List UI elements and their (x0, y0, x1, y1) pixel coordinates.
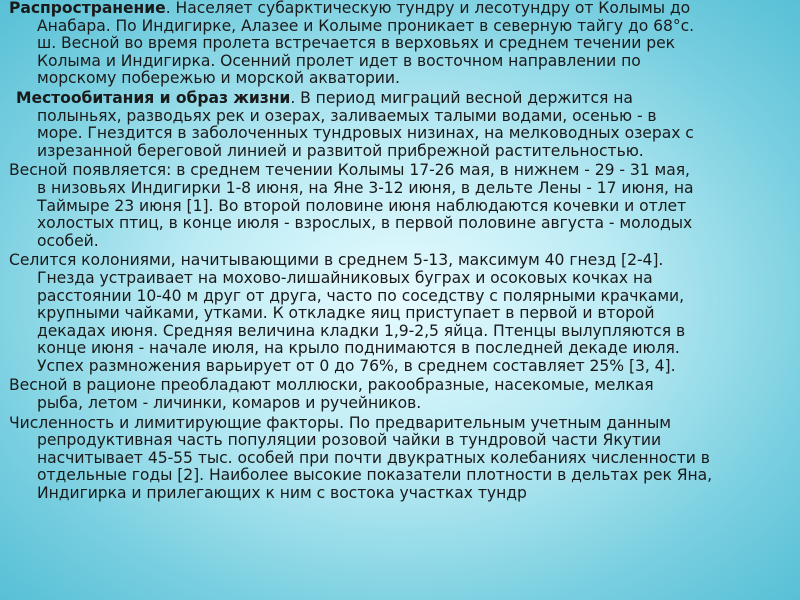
text-line: Численность и лимитирующие факторы. По предварительным учетным данным (9, 413, 671, 432)
text-line: насчитывает 45-55 тыс. особей при почти двукратных колебаниях численности в (37, 448, 710, 467)
paragraph-colonies (9, 252, 799, 375)
paragraph-distribution (9, 0, 799, 88)
text-line: полыньях, разводьях рек и озерах, заливаемых талыми водами, осенью - в (37, 106, 657, 125)
text-line: ш. Весной во время пролета встречается в верховьях и среднем течении рек (37, 34, 676, 53)
text-line: отдельные годы [2]. Наиболее высокие показатели плотности в дельтах рек Яна, (37, 466, 713, 485)
text-line: крупными чайками, утками. К откладке яиц приступает в первой и второй (37, 304, 655, 323)
text-fragment: . В период миграций весной держится на (290, 88, 633, 107)
text-line: расстоянии 10-40 м друг от друга, часто по соседству с полярными крачками, (37, 286, 685, 305)
text-line: Успех размножения варьирует от 0 до 76%, в среднем составляет 25% [3, 4]. (37, 356, 676, 375)
text-line: Селится колониями, начитывающими в среднем 5-13, максимум 40 гнезд [2-4]. (9, 251, 664, 270)
text-line: Гнезда устраивает на мохово-лишайниковых буграх и осоковых кочках на (37, 268, 653, 287)
paragraph-population (9, 415, 799, 503)
text-fragment: . Населяет субарктическую тундру и лесотундру от Колымы до (165, 0, 691, 17)
text-line: Весной появляется: в среднем течении Колымы 17-26 мая, в нижнем - 29 - 31 мая, (9, 161, 690, 180)
text-line: Весной в рационе преобладают моллюски, ракообразные, насекомые, мелкая (9, 376, 654, 395)
text-line: рыба, летом - личинки, комаров и ручейников. (37, 394, 422, 413)
text-line: в низовьях Индигирки 1-8 июня, на Яне 3-12 июня, в дельте Лены - 17 июня, на (37, 178, 694, 197)
text-line: Анабара. По Индигирке, Алазее и Колыме проникает в северную тайгу до 68°с. (37, 16, 695, 35)
text-line: изрезанной береговой линией и развитой прибрежной растительностью. (37, 141, 644, 160)
text-line: декадах июня. Средняя величина кладки 1,9-2,5 яйца. Птенцы вылупляются в (37, 321, 686, 340)
text-line: Индигирка и прилегающих к ним с востока участках тундр (37, 484, 527, 503)
text-line: особей. (37, 231, 99, 250)
text-line: репродуктивная часть популяции розовой чайки в тундровой части Якутии (37, 431, 662, 450)
text-line: холостых птиц, в конце июля - взрослых, в первой половине августа - молодых (37, 214, 693, 233)
text-line (9, 90, 799, 108)
text-line: конце июня - начале июля, на крыло поднимаются в последней декаде июля. (37, 339, 680, 358)
text-line (9, 0, 799, 18)
text-line: морскому побережью и морской акватории. (37, 69, 400, 88)
paragraph-habitat (9, 90, 799, 160)
text-line: Колыма и Индигирка. Осенний пролет идет в восточном направлении по (37, 51, 641, 70)
paragraph-diet (9, 377, 799, 412)
slide-text (9, 0, 799, 505)
text-line: море. Гнездится в заболоченных тундровых низинах, на мелководных озерах с (37, 124, 694, 143)
paragraph-arrival (9, 162, 799, 250)
text-line: Таймыре 23 июня [1]. Во второй половине июня наблюдаются кочевки и отлет (37, 196, 687, 215)
heading-distribution: Распространение (9, 0, 166, 17)
heading-habitat: Местообитания и образ жизни (16, 88, 291, 107)
